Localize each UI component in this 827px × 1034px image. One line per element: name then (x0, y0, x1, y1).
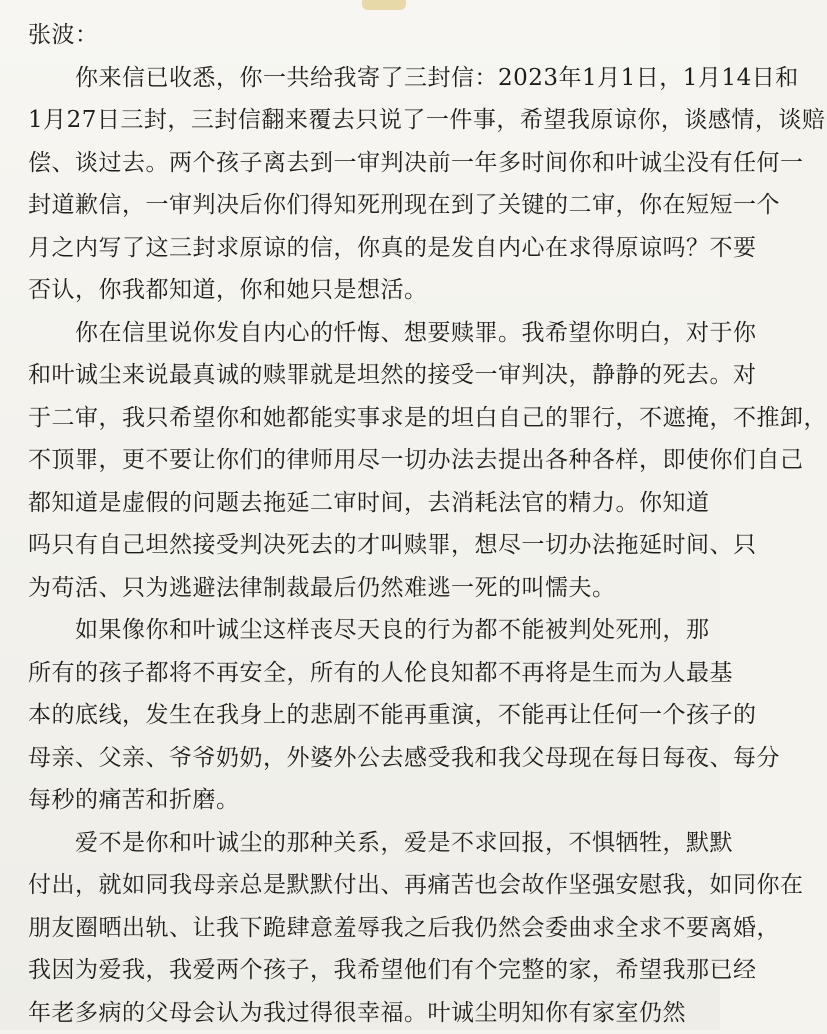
letter-line: 朋友圈晒出轨、让我下跪肆意羞辱我之后我仍然会委曲求全求不要离婚， (28, 907, 698, 950)
letter-line: 你在信里说你发自内心的忏悔、想要赎罪。我希望你明白，对于你 (28, 312, 698, 355)
letter-line: 偿、谈过去。两个孩子离去到一审判决前一年多时间你和叶诚尘没有任何一 (28, 142, 698, 185)
handwritten-letter (28, 14, 698, 1034)
letter-line: 每秒的痛苦和折磨。 (28, 779, 698, 822)
letter-line: 爱不是你和叶诚尘的那种关系，爱是不求回报，不惧牺牲，默默 (28, 822, 698, 865)
letter-line: 如果像你和叶诚尘这样丧尽天良的行为都不能被判处死刑，那 (28, 609, 698, 652)
letter-line: 所有的孩子都将不再安全，所有的人伦良知都不再将是生而为人最基 (28, 652, 698, 695)
letter-line: 于二审，我只希望你和她都能实事求是的坦白自己的罪行，不遮掩，不推卸， (28, 397, 698, 440)
letter-line: 都知道是虚假的问题去拖延二审时间，去消耗法官的精力。你知道 (28, 482, 698, 525)
letter-line: 1月27日三封，三封信翻来覆去只说了一件事，希望我原谅你，谈感情，谈赔 (28, 99, 698, 142)
letter-line-salutation: 张波： (28, 14, 698, 57)
letter-line: 母亲、父亲、爷爷奶奶，外婆外公去感受我和我父母现在每日每夜、每分 (28, 737, 698, 780)
letter-line: 本的底线，发生在我身上的悲剧不能再重演，不能再让任何一个孩子的 (28, 694, 698, 737)
letter-line: 付出，就如同我母亲总是默默付出、再痛苦也会故作坚强安慰我，如同你在 (28, 864, 698, 907)
letter-line: 为苟活、只为逃避法律制裁最后仍然难逃一死的叫懦夫。 (28, 567, 698, 610)
letter-line: 否认，你我都知道，你和她只是想活。 (28, 269, 698, 312)
letter-line: 和叶诚尘来说最真诚的赎罪就是坦然的接受一审判决，静静的死去。对 (28, 354, 698, 397)
letter-line: 年老多病的父母会认为我过得很幸福。叶诚尘明知你有家室仍然 (28, 992, 698, 1034)
paper-clip-tab (362, 0, 406, 10)
letter-line: 你来信已收悉，你一共给我寄了三封信：2023年1月1日，1月14日和 (28, 57, 698, 100)
letter-line: 我因为爱我，我爱两个孩子，我希望他们有个完整的家，希望我那已经 (28, 949, 698, 992)
letter-line: 不顶罪，更不要让你们的律师用尽一切办法去提出各种各样，即使你们自己 (28, 439, 698, 482)
letter-line: 吗只有自己坦然接受判决死去的才叫赎罪，想尽一切办法拖延时间、只 (28, 524, 698, 567)
letter-line: 月之内写了这三封求原谅的信，你真的是发自内心在求得原谅吗？不要 (28, 227, 698, 270)
letter-line: 封道歉信，一审判决后你们得知死刑现在到了关键的二审，你在短短一个 (28, 184, 698, 227)
